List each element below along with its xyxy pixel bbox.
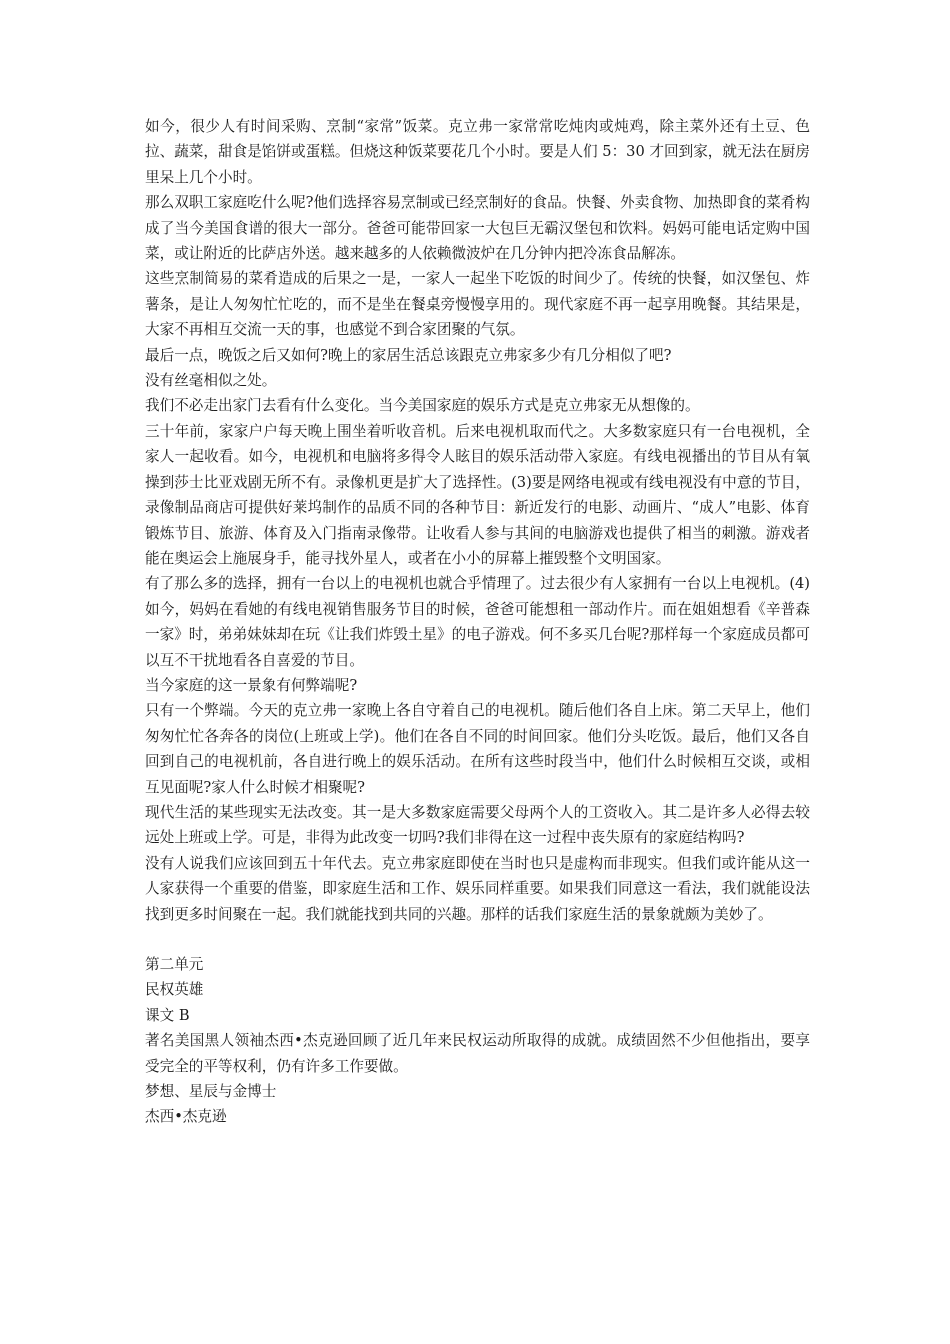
unit-theme: 民权英雄 — [145, 981, 204, 999]
paragraph-drawback-question: 当今家庭的这一景象有何弊端呢? — [145, 676, 358, 694]
section-spacer — [145, 927, 810, 952]
article-title: 梦想、星辰与金博士 — [145, 1083, 277, 1101]
lesson-label: 课文 B — [145, 1006, 190, 1024]
article-author: 杰西•杰克逊 — [145, 1108, 227, 1126]
paragraph-entertainment-change: 我们不必走出家门去看有什么变化。当今美国家庭的娱乐方式是克立弗家无从想像的。 — [145, 397, 700, 415]
paragraph-no-similarity: 没有丝毫相似之处。 — [145, 372, 277, 390]
paragraph-conclusion: 没有人说我们应该回到五十年代去。克立弗家庭即使在当时也只是虚构而非现实。但我们或许能从这一人家获得一个重要的借鉴，即家庭生活和工作、娱乐同样重要。如果我们同意这一看法，我们就能设法找到更多时间聚在一起。我们就能找到共同的兴趣。那样的话我们家庭生活的景象就颇为美妙了。 — [145, 854, 810, 923]
paragraph-home-cooking: 如今，很少人有时间采购、烹制“家常”饭菜。克立弗一家常常吃炖肉或炖鸡，除主菜外还有土豆、色拉、蔬菜，甜食是馅饼或蛋糕。但烧这种饭菜要花几个小时。要是人们 5：30 才回到家，就无法在厨房里呆上几个小时。 — [145, 118, 810, 186]
paragraph-modern-realities: 现代生活的某些现实无法改变。其一是大多数家庭需要父母两个人的工资收入。其二是许多人必得去较远处上班或上学。可是，非得为此改变一切吗?我们非得在这一过程中丧失原有的家庭结构吗? — [145, 803, 810, 847]
document-page — [145, 114, 810, 1130]
paragraph-only-one-drawback: 只有一个弊端。今天的克立弗一家晚上各自守着自己的电视机。随后他们各自上床。第二天早上，他们匆匆忙忙各奔各的岗位(上班或上学)。他们在各自不同的时间回家。他们分头吃饭。最后，他们又各自回到自己的电视机前，各自进行晚上的娱乐活动。在所有这些时段当中，他们什么时候相互交谈，或相互见面呢?家人什么时候才相聚呢? — [145, 702, 810, 796]
paragraph-multiple-tvs: 有了那么多的选择，拥有一台以上的电视机也就合乎情理了。过去很少有人家拥有一台以上电视机。(4)如今，妈妈在看她的有线电视销售服务节目的时候，爸爸可能想租一部动作片。而在姐姐想看《辛普森一家》时，弟弟妹妹却在玩《让我们炸毁土星》的电子游戏。何不多买几台呢?那样每一个家庭成员都可以互不干扰地看各自喜爱的节目。 — [145, 575, 810, 669]
paragraph-tv-history: 三十年前，家家户户每天晚上围坐着听收音机。后来电视机取而代之。大多数家庭只有一台电视机，全家人一起收看。如今，电视机和电脑将多得令人眩目的娱乐活动带入家庭。有线电视播出的节目从有氧操到莎士比亚戏剧无所不有。录像机更是扩大了选择性。(3)要是网络电视或有线电视没有中意的节目，录像制品商店可提供好莱坞制作的品质不同的各种节目：新近发行的电影、动画片、“成人”电影、体育锻炼节目、旅游、体育及入门指南录像带。让收看人参与其间的电脑游戏也提供了相当的刺激。游戏者能在奥运会上施展身手，能寻找外星人，或者在小小的屏幕上摧毁整个文明国家。 — [145, 422, 810, 567]
lesson-intro: 著名美国黑人领袖杰西•杰克逊回顾了近几年来民权运动所取得的成就。成绩固然不少但他指出，要享受完全的平等权利，仍有许多工作要做。 — [145, 1032, 810, 1075]
unit-title: 第二单元 — [145, 956, 204, 973]
paragraph-fast-food-consequence: 这些烹制简易的菜肴造成的后果之一是，一家人一起坐下吃饭的时间少了。传统的快餐，如汉堡包、炸薯条，是让人匆匆忙忙吃的，而不是坐在餐桌旁慢慢享用的。现代家庭不再一起享用晚餐。其结果是，大家不再相互交流一天的事，也感觉不到合家团聚的气氛。 — [145, 270, 810, 339]
paragraph-dual-income-food: 那么双职工家庭吃什么呢?他们选择容易烹制或已经烹制好的食品。快餐、外卖食物、加热即食的菜肴构成了当今美国食谱的很大一部分。爸爸可能带回家一大包巨无霸汉堡包和饮料。妈妈可能电话定购中国菜，或让附近的比萨店外送。越来越多的人依赖微波炉在几分钟内把冷冻食品解冻。 — [145, 194, 810, 263]
paragraph-evening-question: 最后一点，晚饭之后又如何?晚上的家居生活总该跟克立弗家多少有几分相似了吧? — [145, 346, 672, 364]
